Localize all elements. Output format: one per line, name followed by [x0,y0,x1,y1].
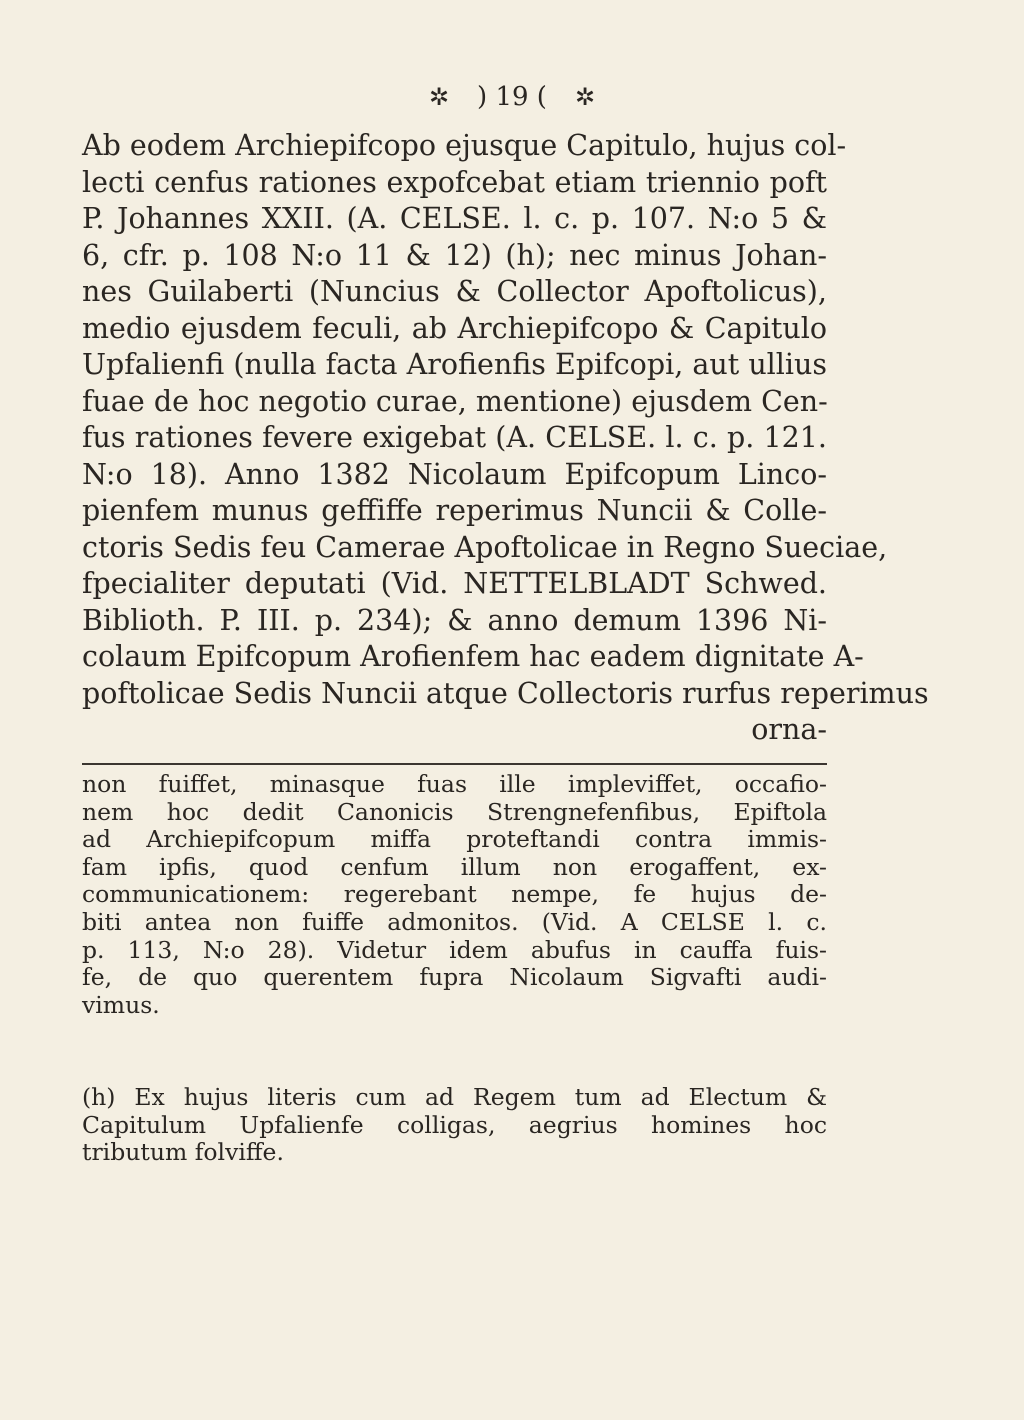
text-line: Biblioth. P. III. p. 234); & anno demum 1396 Ni- [82,603,827,637]
star-ornament-right: ✲ [574,83,596,111]
footnote-divider [82,763,827,765]
text-line: medio ejusdem feculi, ab Archiepifcopo & Capitulo [82,311,827,345]
footnote-line: biti antea non fuiffe admonitos. (Vid. A CELSE l. c. [82,907,827,936]
footnote-line: vimus. [82,990,160,1019]
text-line: poftolicae Sedis Nuncii atque Collectoris rurfus reperimus [82,676,929,710]
text-line: P. Johannes XXII. (A. CELSE. l. c. p. 107. N:o 5 & [82,202,827,235]
footnote-h [82,1084,827,1167]
catchword: orna- [751,713,827,746]
main-text [82,128,929,749]
footnote-line: non fuiffet, minasque fuas ille impleviffet, occafio- [82,770,827,798]
footnote-line: nem hoc dedit Canonicis Strengnefenfibus, Epiftola [82,797,827,826]
page-header [0,80,1024,114]
footnote-line: (h) Ex hujus literis cum ad Regem tum ad Electum & [82,1083,827,1111]
text-line: nes Guilaberti (Nuncius & Collector Apoftolicus), [82,275,827,308]
footnote-line: Capitulum Upfalienfe colligas, aegrius homines hoc [82,1110,827,1139]
text-line: fuae de hoc negotio curae, mentione) ejusdem Cen- [82,384,828,418]
text-line: lecti cenfus rationes expofcebat etiam triennio poft [82,165,827,199]
footnote-line: tributum folviffe. [82,1138,284,1167]
star-ornament-left: ✲ [428,83,450,111]
text-line: fpecialiter deputati (Vid. NETTELBLADT Schwed. [82,567,827,600]
footnote-line: p. 113, N:o 28). Videtur idem abufus in cauffa fuis- [82,935,827,964]
text-line: Ab eodem Archiepifcopo ejusque Capitulo, hujus col- [82,129,847,162]
text-line: ctoris Sedis feu Camerae Apoftolicae in Regno Sueciae, [82,530,888,564]
text-line: pienfem munus geffiffe reperimus Nuncii & Colle- [82,494,827,527]
footnote-continued [82,771,827,1019]
text-line: colaum Epifcopum Arofienfem hac eadem dignitate A- [82,640,864,673]
page-number: ) 19 ( [477,82,547,112]
text-line: 6, cfr. p. 108 N:o 11 & 12) (h); nec minus Johan- [82,238,827,272]
text-line: Upfalienfi (nulla facta Arofienfis Epifcopi, aut ullius [82,348,827,381]
footnote-line: fam ipfis, quod cenfum illum non erogaffent, ex- [82,852,827,881]
footnote-line: communicationem: regerebant nempe, fe hujus de- [82,880,827,909]
footnote-line: fe, de quo querentem fupra Nicolaum Sigvafti audi- [82,963,827,992]
text-line: fus rationes fevere exigebat (A. CELSE. l. c. p. 121. [82,421,827,454]
footnote-line: ad Archiepifcopum miffa proteftandi contra immis- [82,825,827,854]
text-line: N:o 18). Anno 1382 Nicolaum Epifcopum Linco- [82,457,827,491]
